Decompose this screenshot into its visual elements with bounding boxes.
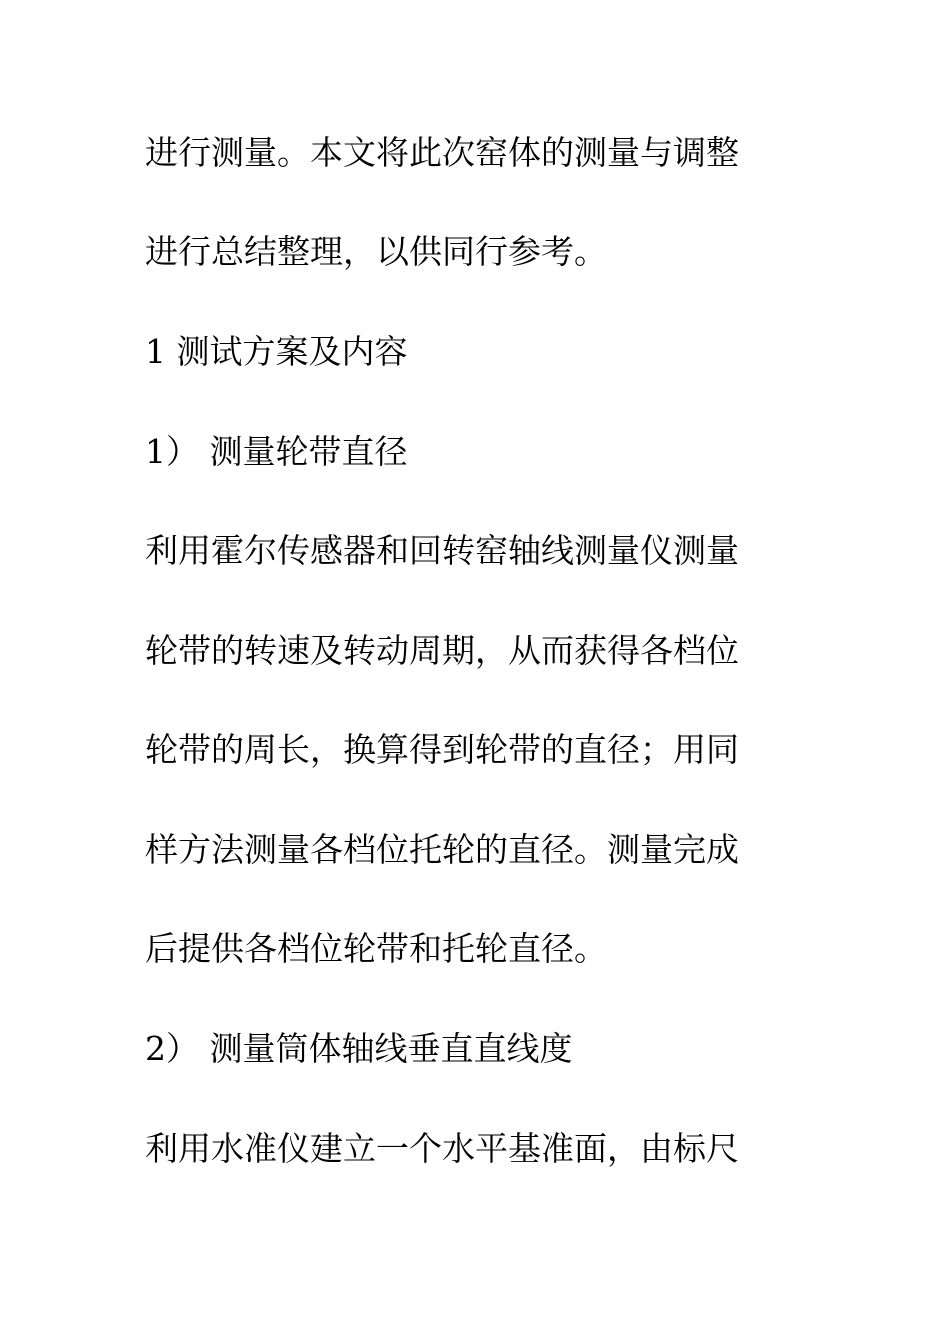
- body-text-line: 轮带的周长，换算得到轮带的直径；用同: [145, 730, 739, 769]
- subsection-heading: 1） 测量轮带直径: [145, 432, 408, 471]
- section-heading: 1 测试方案及内容: [145, 332, 408, 371]
- body-text-line: 利用水准仪建立一个水平基准面，由标尺: [145, 1129, 739, 1168]
- body-text-line: 进行总结整理，以供同行参考。: [145, 232, 607, 271]
- body-text-line: 轮带的转速及转动周期，从而获得各档位: [145, 631, 739, 670]
- body-text-line: 进行测量。本文将此次窑体的测量与调整: [145, 133, 739, 172]
- body-text-line: 利用霍尔传感器和回转窑轴线测量仪测量: [145, 531, 739, 570]
- body-text-line: 后提供各档位轮带和托轮直径。: [145, 929, 607, 968]
- body-text-line: 样方法测量各档位托轮的直径。测量完成: [145, 830, 739, 869]
- subsection-heading: 2） 测量筒体轴线垂直直线度: [145, 1029, 573, 1068]
